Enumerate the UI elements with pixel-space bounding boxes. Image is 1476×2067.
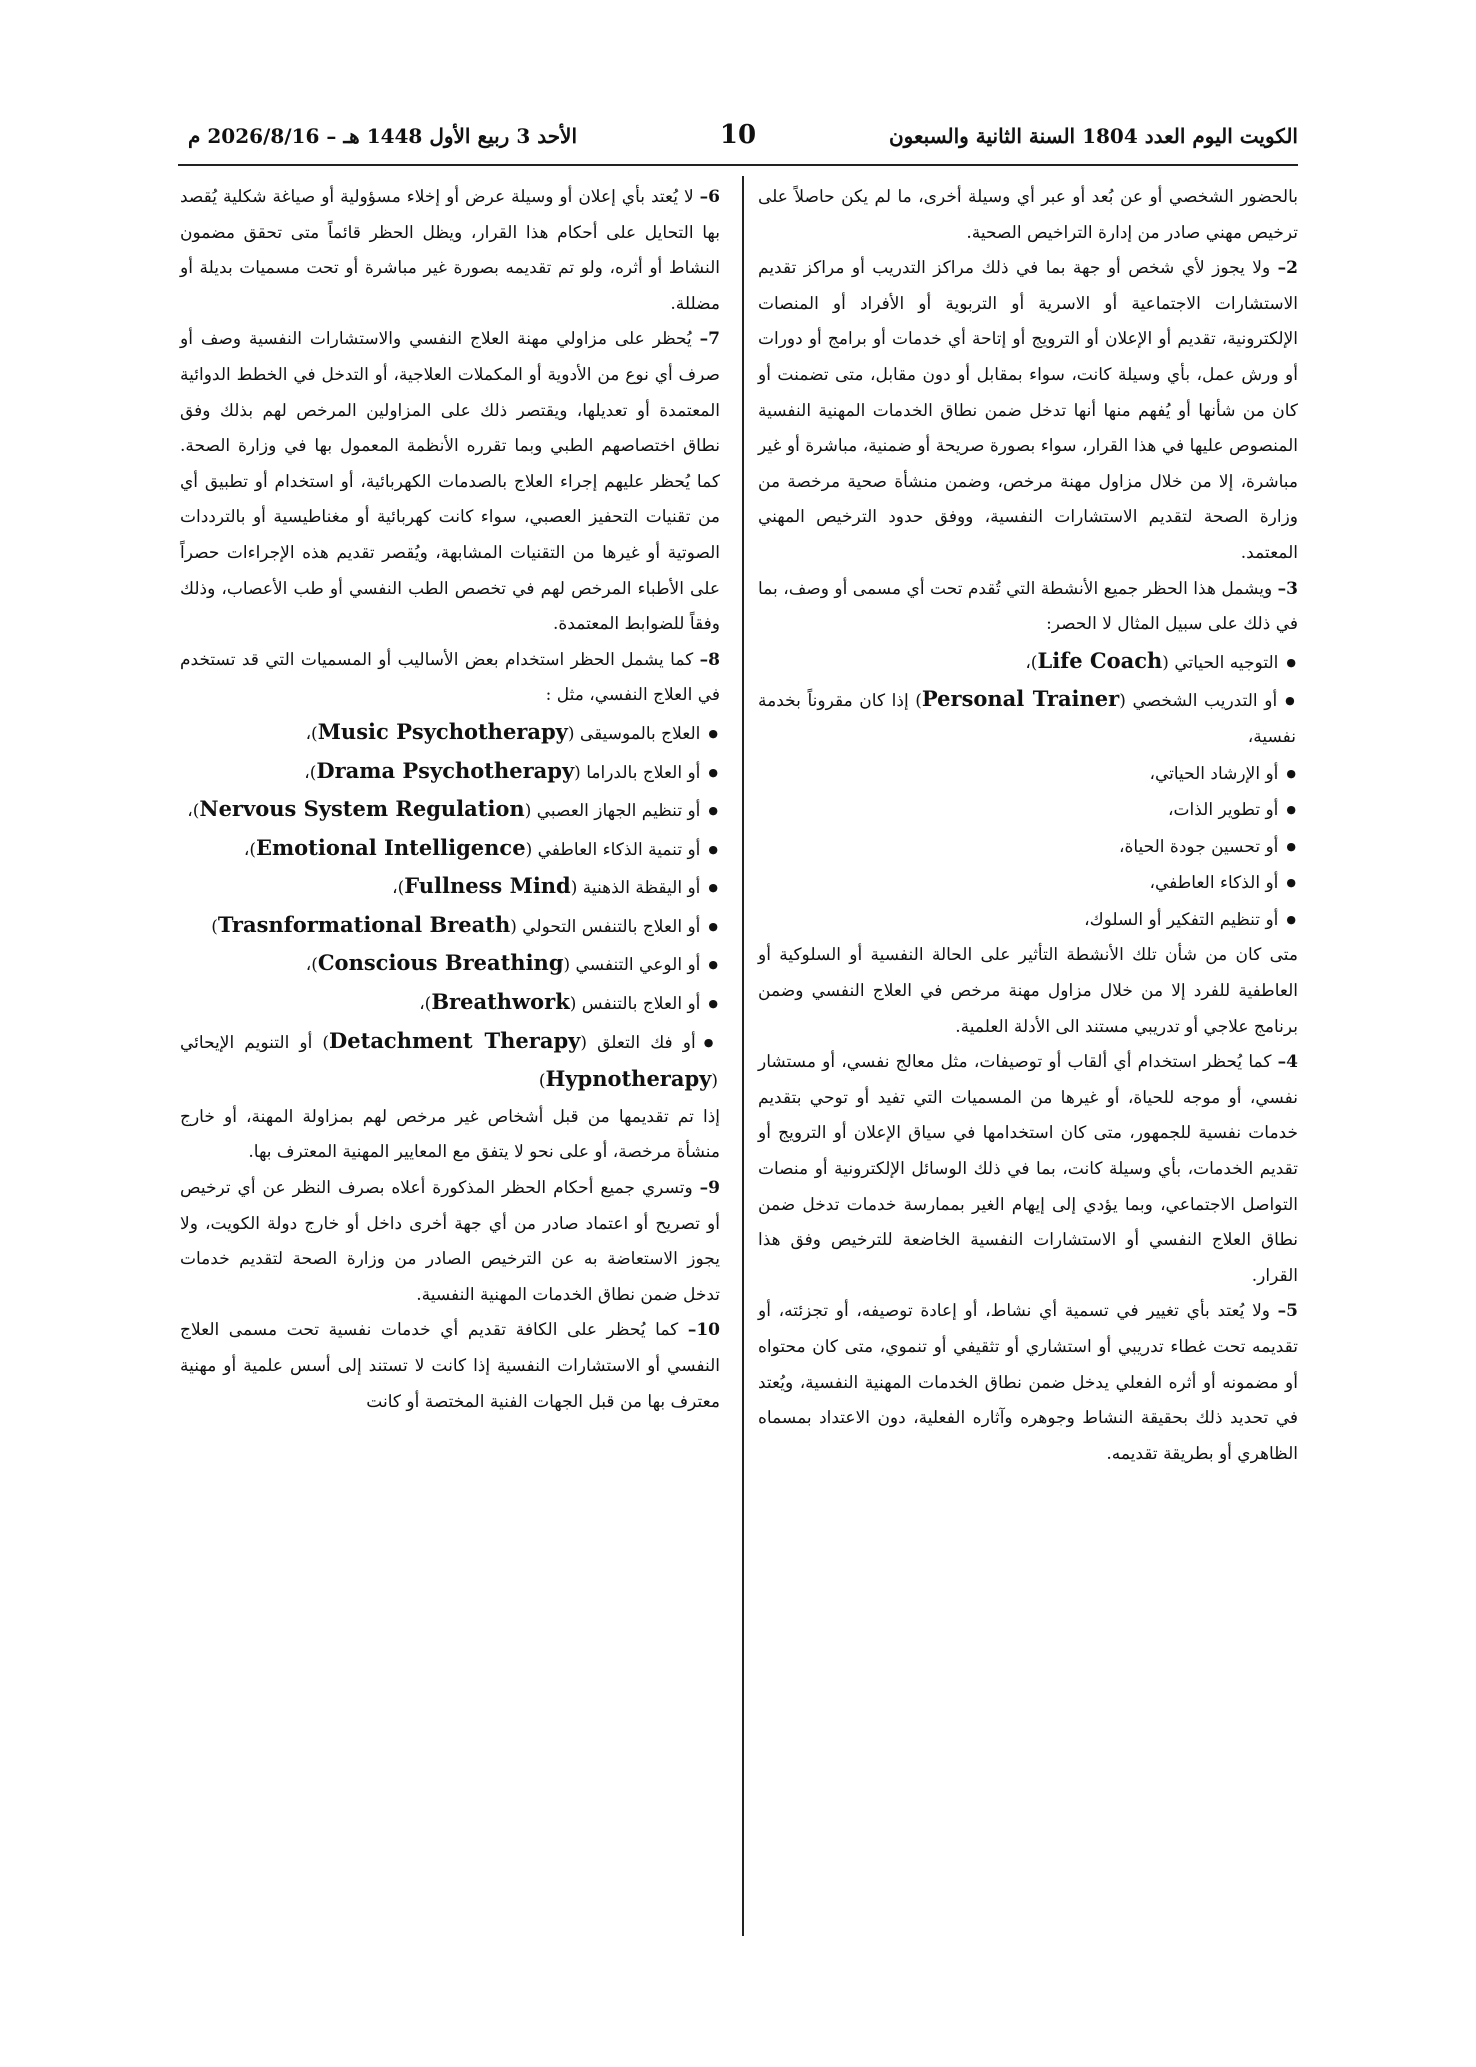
clause-number: 3– xyxy=(1277,578,1298,599)
english-term: Music Psychotherapy xyxy=(317,718,568,744)
english-term: Emotional Intelligence xyxy=(255,834,526,860)
english-term: Fullness Mind xyxy=(404,873,571,899)
clause-number: 7– xyxy=(699,329,720,350)
clause-text-after: )، xyxy=(419,994,432,1015)
english-term: Breathwork xyxy=(431,989,570,1015)
clause-text-after: )، xyxy=(243,839,256,860)
clause-number: 6– xyxy=(699,187,720,207)
clause-text-after: ) أو التنويم الإيحائي ( xyxy=(180,1032,718,1092)
clause-text: أو تنظيم التفكير أو السلوك، xyxy=(1084,909,1279,930)
left-column xyxy=(180,180,720,1420)
clause-text: وتسري جميع أحكام الحظر المذكورة أعلاه بصرف النظر عن أي ترخيص أو تصريح أو اعتماد صادر من أي جهة أخرى داخل أو خارج دولة الكويت، ولا يجوز الاستعاضة به عن الترخيص الصادر من وزارة الصحة لتقديم خدمات تدخل ضمن نطاق الخدمات المهنية النفسية. xyxy=(180,1178,720,1305)
clause-text: إذا تم تقديمها من قبل أشخاص غير مرخص لهم بمزاولة المهنة، أو خارج منشأة مرخصة، أو على نحو لا يتفق مع المعايير المهنية المعترف بها. xyxy=(180,1106,720,1163)
clause-text: أو الوعي التنفسي ( xyxy=(563,955,701,976)
clause-text: متى كان من شأن تلك الأنشطة التأثير على الحالة النفسية أو السلوكية أو العاطفية للفرد إلا من خلال مزاول مهنة مرخص في العلاج النفسي وضمن برنامج علاجي أو تدريبي مستند الى الأدلة العلمية. xyxy=(758,945,1298,1037)
clause-text: أو تنظيم الجهاز العصبي ( xyxy=(524,801,701,822)
clause-paragraph xyxy=(180,180,720,322)
english-term: Personal Trainer xyxy=(921,686,1120,712)
clause-text-after: ) xyxy=(211,916,218,937)
bullet-item xyxy=(180,753,720,792)
clause-number: 8– xyxy=(699,649,720,670)
clause-paragraph xyxy=(180,643,720,714)
clause-text: ولا يجوز لأي شخص أو جهة بما في ذلك مراكز التدريب أو مراكز تقديم الاستشارات الاجتماعية أو الاسرية أو التربوية أو الأفراد أو المنصات الإلكترونية، تقديم أو الإعلان أو الترويج أو إتاحة أي خدمات أو برامج أو دورات أو ورش عمل، بأي وسيلة كانت، سواء بمقابل أو دون مقابل، متى تضمنت أو كان من شأنها أو يُفهم منها أنها تدخل ضمن نطاق الخدمات المهنية النفسية المنصوص عليها في هذا القرار، سواء بصورة صريحة أو ضمنية، مباشرة أو غير مباشرة، إلا من خلال مزاول مهنة مرخص، وضمن منشأة صحية مرخصة من وزارة الصحة لتقديم الاستشارات النفسية، ووفق حدود الترخيص المهني المعتمد. xyxy=(758,258,1298,563)
clause-text: أو تحسين جودة الحياة، xyxy=(1118,836,1279,857)
bullet-item xyxy=(758,792,1298,829)
clause-number: 10– xyxy=(687,1320,720,1341)
clause-text-after: )، xyxy=(1025,652,1038,673)
clause-text: لا يُعتد بأي إعلان أو وسيلة عرض أو إخلاء مسؤولية أو صياغة شكلية يُقصد بها التحايل على أحكام هذا القرار، ويظل الحظر قائماً متى تحقق مضمون النشاط أو أثره، ولو تم تقديمه بصورة غير مباشرة أو تحت مسميات بديلة أو مضللة. xyxy=(180,187,720,314)
clause-number: 9– xyxy=(699,1178,720,1199)
clause-number: 2– xyxy=(1277,258,1298,279)
header-rule xyxy=(178,164,1298,166)
clause-text: ولا يُعتد بأي تغيير في تسمية أي نشاط، أو إعادة توصيفه، أو تجزئته، أو تقديمه تحت غطاء تدريبي أو استشاري أو تثقيفي أو تنموي، متى كان محتواه أو مضمونه أو أثره الفعلي يدخل ضمن نطاق الخدمات المهنية النفسية، ويُعتد في تحديد ذلك بحقيقة النشاط وجوهره وآثاره الفعلية، دون الاعتداد بمسماه الظاهري أو بطريقة تقديمه. xyxy=(758,1301,1298,1464)
clause-paragraph xyxy=(180,1171,720,1313)
clause-number: 4– xyxy=(1277,1052,1298,1073)
clause-text: أو اليقظة الذهنية ( xyxy=(570,878,701,899)
clause-text-after: ) إذا كان مقروناً بخدمة نفسية، xyxy=(758,691,1296,747)
clause-text: كما يُحظر استخدام أي ألقاب أو توصيفات، مثل معالج نفسي، أو مستشار نفسي، أو موجه للحياة، أو غيرها من المسميات التي تفيد أو توحي بتقديم خدمات نفسية للجمهور، متى كان استخدامها في سياق الإعلان أو الترويج أو تقديم الخدمات، بأي وسيلة كانت، بما في ذلك الوسائل الإلكترونية أو منصات التواصل الاجتماعي، وبما يؤدي إلى إيهام الغير بممارسة خدمات تدخل ضمن نطاق العلاج النفسي أو الاستشارات النفسية الخاضعة للترخيص وفق هذا القرار. xyxy=(758,1052,1298,1286)
english-term: Nervous System Regulation xyxy=(199,796,525,822)
bullet-item xyxy=(180,714,720,753)
clause-paragraph xyxy=(180,322,720,642)
page-number: 10 xyxy=(719,120,757,150)
clause-text: أو التدريب الشخصي ( xyxy=(1119,691,1278,712)
bullet-item xyxy=(758,643,1298,682)
bullet-item xyxy=(180,830,720,869)
bullet-item xyxy=(180,1023,720,1100)
clause-text-after: )، xyxy=(304,762,317,783)
column-divider xyxy=(742,176,744,1936)
clause-paragraph xyxy=(758,572,1298,643)
clause-paragraph xyxy=(758,1294,1298,1472)
clause-text: أو العلاج بالدراما ( xyxy=(574,762,701,783)
bullet-item xyxy=(180,868,720,907)
clause-number: 5– xyxy=(1277,1301,1298,1322)
clause-text-after: ) xyxy=(538,1071,546,1092)
english-term: Detachment Therapy xyxy=(329,1027,581,1053)
clause-text: أو الإرشاد الحياتي، xyxy=(1149,763,1279,784)
english-term: Life Coach xyxy=(1037,647,1163,673)
clause-paragraph xyxy=(758,251,1298,571)
bullet-item xyxy=(758,865,1298,902)
clause-text: ويشمل هذا الحظر جميع الأنشطة التي تُقدم تحت أي مسمى أو وصف، بما في ذلك على سبيل المثال لا الحصر: xyxy=(758,578,1298,635)
bullet-item xyxy=(758,902,1298,939)
clause-text-after: )، xyxy=(305,723,318,744)
clause-text-after: )، xyxy=(392,878,405,899)
bullet-item xyxy=(180,907,720,946)
clause-text: أو تنمية الذكاء العاطفي ( xyxy=(525,839,701,860)
english-term: Hypnotherapy xyxy=(545,1066,712,1092)
english-term: Trasnformational Breath xyxy=(217,911,511,937)
bullet-item xyxy=(180,945,720,984)
header-issue-info: الكويت اليوم العدد 1804 السنة الثانية والسبعون xyxy=(888,124,1298,148)
bullet-item xyxy=(758,681,1298,755)
clause-text: أو الذكاء العاطفي، xyxy=(1149,873,1279,894)
english-term: Drama Psychotherapy xyxy=(316,757,575,783)
clause-text: يُحظر على مزاولي مهنة العلاج النفسي والاستشارات النفسية وصف أو صرف أي نوع من الأدوية أو المكملات العلاجية، أو التدخل في الخطط الدوائية المعتمدة أو تعديلها، ويقتصر ذلك على المزاولين المرخص لهم بذلك وفق نطاق اختصاصهم الطبي وبما تقرره الأنظمة المعمول بها في وزارة الصحة. كما يُحظر عليهم إجراء العلاج بالصدمات الكهربائية، أو استخدام أو تطبيق أي من تقنيات التحفيز العصبي، سواء كانت كهربائية أو مغناطيسية أو بالترددات الصوتية أو غيرها من التقنيات المشابهة، ويُقصر تقديم هذه الإجراءات حصراً على الأطباء المرخص لهم في تخصص الطب النفسي أو طب الأعصاب، وذلك وفقاً للضوابط المعتمدة. xyxy=(180,329,720,635)
clause-paragraph xyxy=(180,1100,720,1171)
header-date: الأحد 3 ربيع الأول 1448 هـ – 2026/8/16 م xyxy=(188,124,578,148)
clause-text: أو العلاج بالتنفس ( xyxy=(569,994,701,1015)
clause-text: التوجيه الحياتي ( xyxy=(1162,652,1279,673)
clause-paragraph xyxy=(758,1045,1298,1294)
clause-text: أو فك التعلق ( xyxy=(580,1032,696,1053)
clause-text-after: )، xyxy=(187,801,200,822)
bullet-item xyxy=(180,791,720,830)
page-header xyxy=(178,118,1298,162)
clause-text: بالحضور الشخصي أو عن بُعد أو عبر أي وسيلة أخرى، ما لم يكن حاصلاً على ترخيص مهني صادر من إدارة التراخيص الصحية. xyxy=(758,187,1298,243)
english-term: Conscious Breathing xyxy=(317,950,564,976)
clause-text-after: )، xyxy=(305,955,318,976)
clause-paragraph xyxy=(180,1313,720,1420)
clause-paragraph xyxy=(758,180,1298,251)
clause-text: كما يشمل الحظر استخدام بعض الأساليب أو المسميات التي قد تستخدم في العلاج النفسي، مثل : xyxy=(180,649,720,706)
clause-text: أو العلاج بالتنفس التحولي ( xyxy=(510,916,701,937)
bullet-item xyxy=(758,756,1298,793)
clause-text: العلاج بالموسيقى ( xyxy=(567,723,701,744)
clause-text: كما يُحظر على الكافة تقديم أي خدمات نفسية تحت مسمى العلاج النفسي أو الاستشارات النفسية إذا كانت لا تستند إلى أسس علمية أو مهنية معترف بها من قبل الجهات الفنية المختصة أو كانت xyxy=(180,1320,720,1412)
bullet-item xyxy=(758,829,1298,866)
bullet-item xyxy=(180,984,720,1023)
right-column xyxy=(758,180,1298,1472)
clause-paragraph xyxy=(758,938,1298,1045)
clause-text: أو تطوير الذات، xyxy=(1168,800,1279,821)
